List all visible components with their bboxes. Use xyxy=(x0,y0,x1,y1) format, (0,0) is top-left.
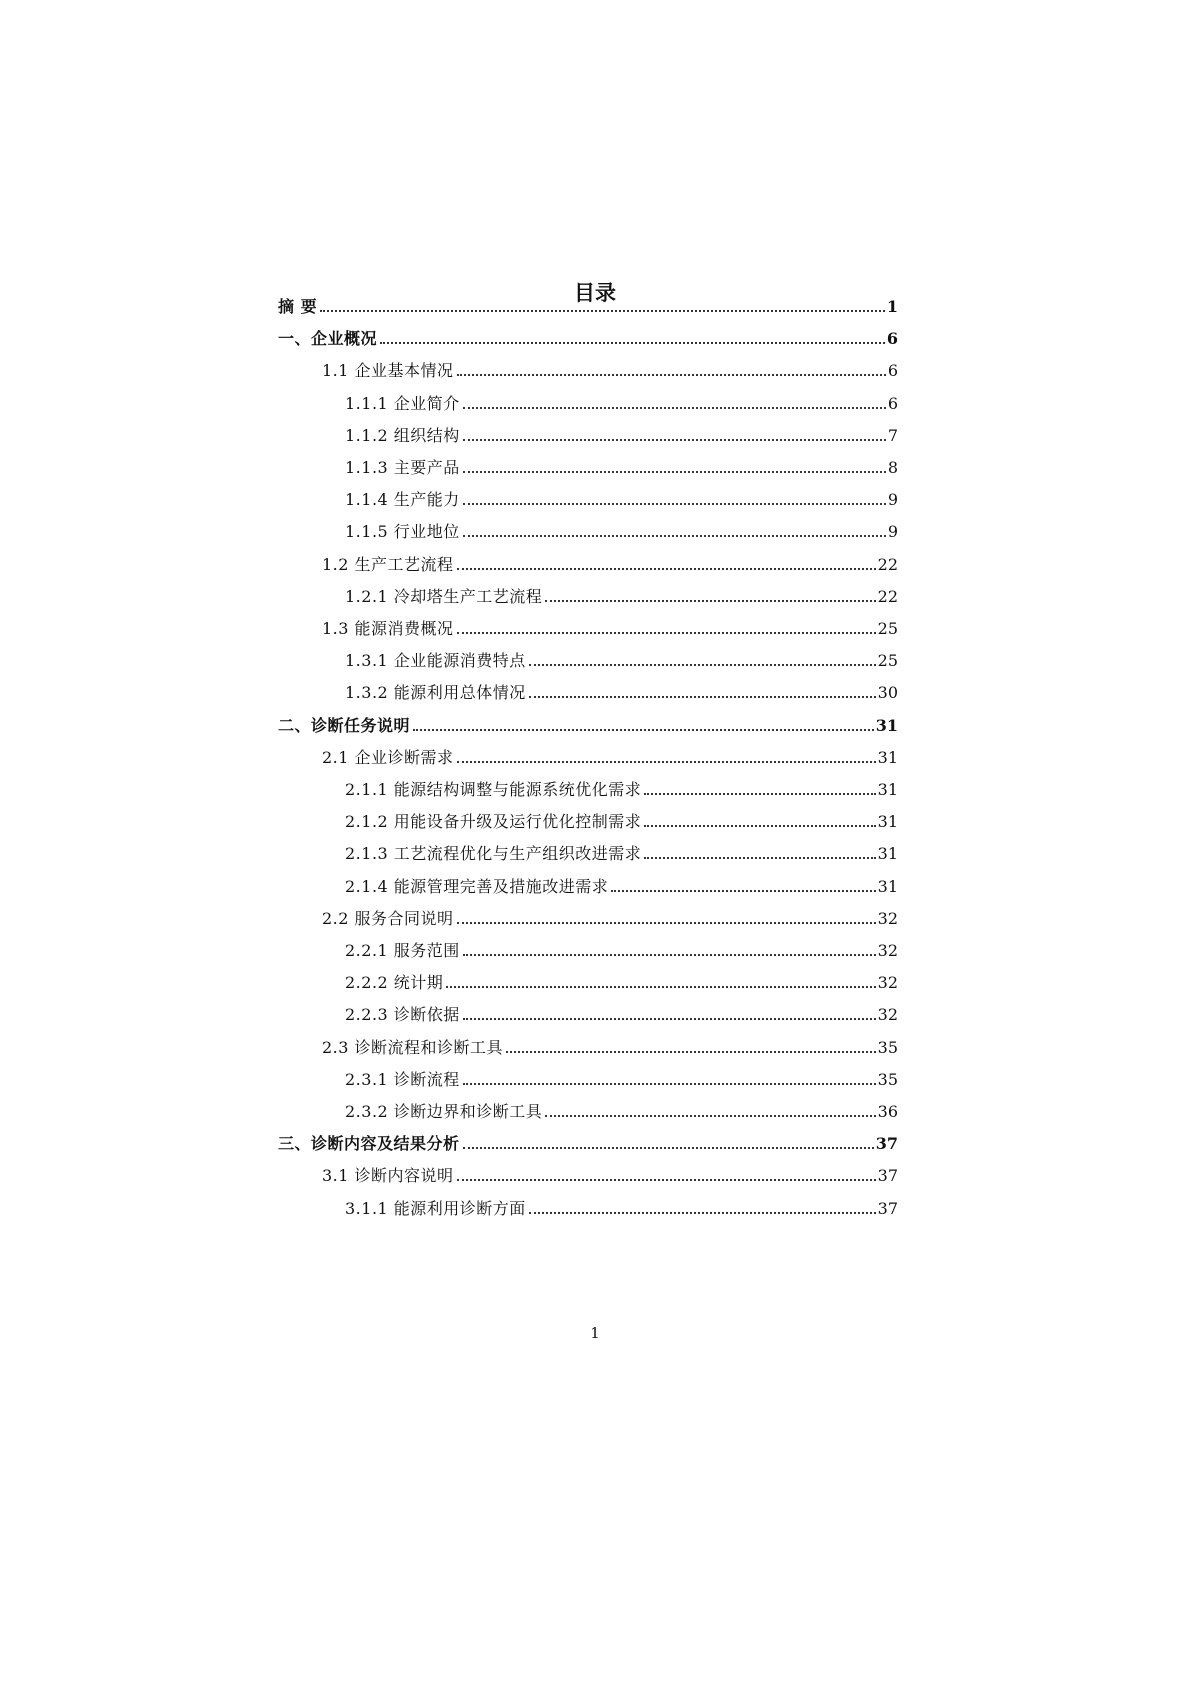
toc-entry-page: 36 xyxy=(877,1102,898,1121)
toc-entry-title: 2.1.3 工艺流程优化与生产组织改进需求 xyxy=(345,844,642,864)
toc-dot-leader xyxy=(413,729,874,731)
toc-dot-leader xyxy=(529,1212,876,1214)
toc-entry[interactable] xyxy=(345,1099,898,1123)
toc-entry-title: 3.1.1 能源利用诊断方面 xyxy=(345,1198,526,1218)
toc-dot-leader xyxy=(529,696,876,698)
toc-entry[interactable] xyxy=(345,487,898,511)
toc-dot-leader xyxy=(446,986,875,988)
toc-entry-page: 32 xyxy=(877,1005,898,1025)
toc-entry[interactable] xyxy=(345,809,898,833)
toc-dot-leader xyxy=(644,825,875,827)
toc-dot-leader xyxy=(463,439,886,441)
toc-dot-leader xyxy=(463,407,886,409)
toc-entry-title: 2.3 诊断流程和诊断工具 xyxy=(322,1037,504,1057)
toc-entry-page: 1 xyxy=(886,297,898,316)
toc-entry-title: 1.1.3 主要产品 xyxy=(345,458,460,477)
toc-entry[interactable] xyxy=(345,1196,898,1220)
toc-entry[interactable] xyxy=(345,423,898,447)
toc-entry[interactable] xyxy=(345,519,898,543)
toc-entry-page: 22 xyxy=(877,586,898,606)
toc-entry-page: 25 xyxy=(877,619,898,638)
toc-dot-leader xyxy=(457,632,876,634)
toc-entry-title: 2.2.1 服务范围 xyxy=(345,941,460,960)
toc-entry-page: 37 xyxy=(875,1134,898,1154)
toc-entry-title: 1.1.5 行业地位 xyxy=(345,522,460,542)
toc-entry-page: 22 xyxy=(877,554,898,574)
toc-entry-title: 1.1.4 生产能力 xyxy=(345,490,460,510)
toc-dot-leader xyxy=(457,1179,876,1181)
toc-dot-leader xyxy=(644,793,875,795)
toc-dot-leader xyxy=(457,374,886,376)
toc-entry-page: 37 xyxy=(877,1198,898,1218)
toc-entry-title: 1.1.1 企业简介 xyxy=(345,393,460,413)
toc-entry-page: 9 xyxy=(887,490,898,510)
toc-dot-leader xyxy=(457,761,876,763)
toc-entry-title: 一、企业概况 xyxy=(278,329,378,349)
toc-entry[interactable] xyxy=(345,680,898,704)
toc-entry-title: 2.3.2 诊断边界和诊断工具 xyxy=(345,1102,543,1121)
toc-entry[interactable] xyxy=(345,777,898,801)
toc-entry-title: 2.2.3 诊断依据 xyxy=(345,1005,460,1025)
toc-entry-title: 2.3.1 诊断流程 xyxy=(345,1069,460,1089)
toc-entry-page: 6 xyxy=(886,329,898,349)
toc-dot-leader xyxy=(463,471,886,473)
toc-entry[interactable] xyxy=(345,938,898,962)
toc-entry-title: 1.3.1 企业能源消费特点 xyxy=(345,651,526,671)
toc-dot-leader xyxy=(463,535,886,537)
toc-entry-page: 31 xyxy=(877,812,898,832)
toc-entry-page: 8 xyxy=(887,458,898,477)
toc-dot-leader xyxy=(320,310,885,312)
toc-entry-title: 1.2 生产工艺流程 xyxy=(322,554,454,574)
toc-entry-title: 2.1.2 用能设备升级及运行优化控制需求 xyxy=(345,812,642,832)
toc-entry-page: 9 xyxy=(887,522,898,542)
toc-entry[interactable] xyxy=(345,1067,898,1091)
toc-entry[interactable] xyxy=(278,713,898,737)
toc-entry[interactable] xyxy=(345,584,898,608)
page-number: 1 xyxy=(590,1324,600,1342)
toc-entry[interactable] xyxy=(322,358,898,382)
toc-entry-page: 25 xyxy=(877,651,898,671)
toc-entry-page: 7 xyxy=(887,425,898,445)
toc-dot-leader xyxy=(463,503,886,505)
toc-entry-page: 6 xyxy=(887,393,898,413)
toc-entry[interactable] xyxy=(278,294,898,318)
toc-entry-title: 1.2.1 冷却塔生产工艺流程 xyxy=(345,586,543,606)
toc-dot-leader xyxy=(545,1115,875,1117)
toc-entry[interactable] xyxy=(322,616,898,640)
toc-entry-title: 1.3.2 能源利用总体情况 xyxy=(345,683,526,703)
toc-dot-leader xyxy=(611,890,875,892)
toc-dot-leader xyxy=(457,922,876,924)
toc-entry[interactable] xyxy=(322,1035,898,1059)
toc-entry-page: 32 xyxy=(877,908,898,928)
toc-entry[interactable] xyxy=(345,455,898,479)
toc-entry[interactable] xyxy=(345,874,898,898)
toc-entry-page: 31 xyxy=(877,844,898,864)
toc-entry[interactable] xyxy=(322,745,898,769)
toc-entry-page: 32 xyxy=(877,941,898,960)
toc-dot-leader xyxy=(463,1083,876,1085)
toc-entry-page: 30 xyxy=(877,683,898,703)
toc-dot-leader xyxy=(380,342,885,344)
toc-dot-leader xyxy=(463,954,876,956)
toc-entry-page: 35 xyxy=(877,1069,898,1089)
toc-entry[interactable] xyxy=(345,1002,898,1026)
toc-entry-title: 1.1 企业基本情况 xyxy=(322,361,454,381)
toc-dot-leader xyxy=(644,857,875,859)
toc-entry[interactable] xyxy=(322,906,898,930)
toc-entry-title: 2.1.4 能源管理完善及措施改进需求 xyxy=(345,876,609,896)
toc-entry-title: 1.3 能源消费概况 xyxy=(322,619,454,638)
toc-entry[interactable] xyxy=(345,841,898,865)
toc-entry[interactable] xyxy=(345,391,898,415)
toc-entry-title: 二、诊断任务说明 xyxy=(278,715,411,735)
toc-dot-leader xyxy=(463,1147,874,1149)
toc-entry-page: 35 xyxy=(877,1037,898,1057)
toc-entry-title: 2.1 企业诊断需求 xyxy=(322,747,454,767)
toc-entry-title: 3.1 诊断内容说明 xyxy=(322,1166,454,1186)
toc-entry-title: 1.1.2 组织结构 xyxy=(345,425,460,445)
toc-entry[interactable] xyxy=(345,648,898,672)
toc-entry-page: 31 xyxy=(875,715,898,735)
toc-entry-title: 三、诊断内容及结果分析 xyxy=(278,1134,460,1154)
toc-dot-leader xyxy=(463,1018,876,1020)
toc-entry-title: 2.2 服务合同说明 xyxy=(322,908,454,928)
toc-entry-page: 31 xyxy=(877,876,898,896)
toc-entry[interactable] xyxy=(322,552,898,576)
toc-entry-page: 31 xyxy=(877,780,898,799)
toc-dot-leader xyxy=(457,568,876,570)
toc-entry[interactable] xyxy=(278,1131,898,1155)
toc-entry[interactable] xyxy=(322,1163,898,1187)
toc-entry-title: 摘 要 xyxy=(278,297,318,316)
toc-entry-page: 6 xyxy=(887,361,898,381)
toc-entry-page: 32 xyxy=(877,973,898,993)
toc-dot-leader xyxy=(506,1051,876,1053)
toc-entry[interactable] xyxy=(345,970,898,994)
toc-dot-leader xyxy=(529,664,876,666)
toc-entry-title: 2.2.2 统计期 xyxy=(345,973,444,993)
toc-dot-leader xyxy=(545,600,875,602)
toc-entry-title: 2.1.1 能源结构调整与能源系统优化需求 xyxy=(345,780,642,799)
toc-entry-page: 31 xyxy=(877,747,898,767)
toc-title: 目录 xyxy=(574,280,616,305)
toc-entry[interactable] xyxy=(278,326,898,350)
toc-entry-page: 37 xyxy=(877,1166,898,1186)
